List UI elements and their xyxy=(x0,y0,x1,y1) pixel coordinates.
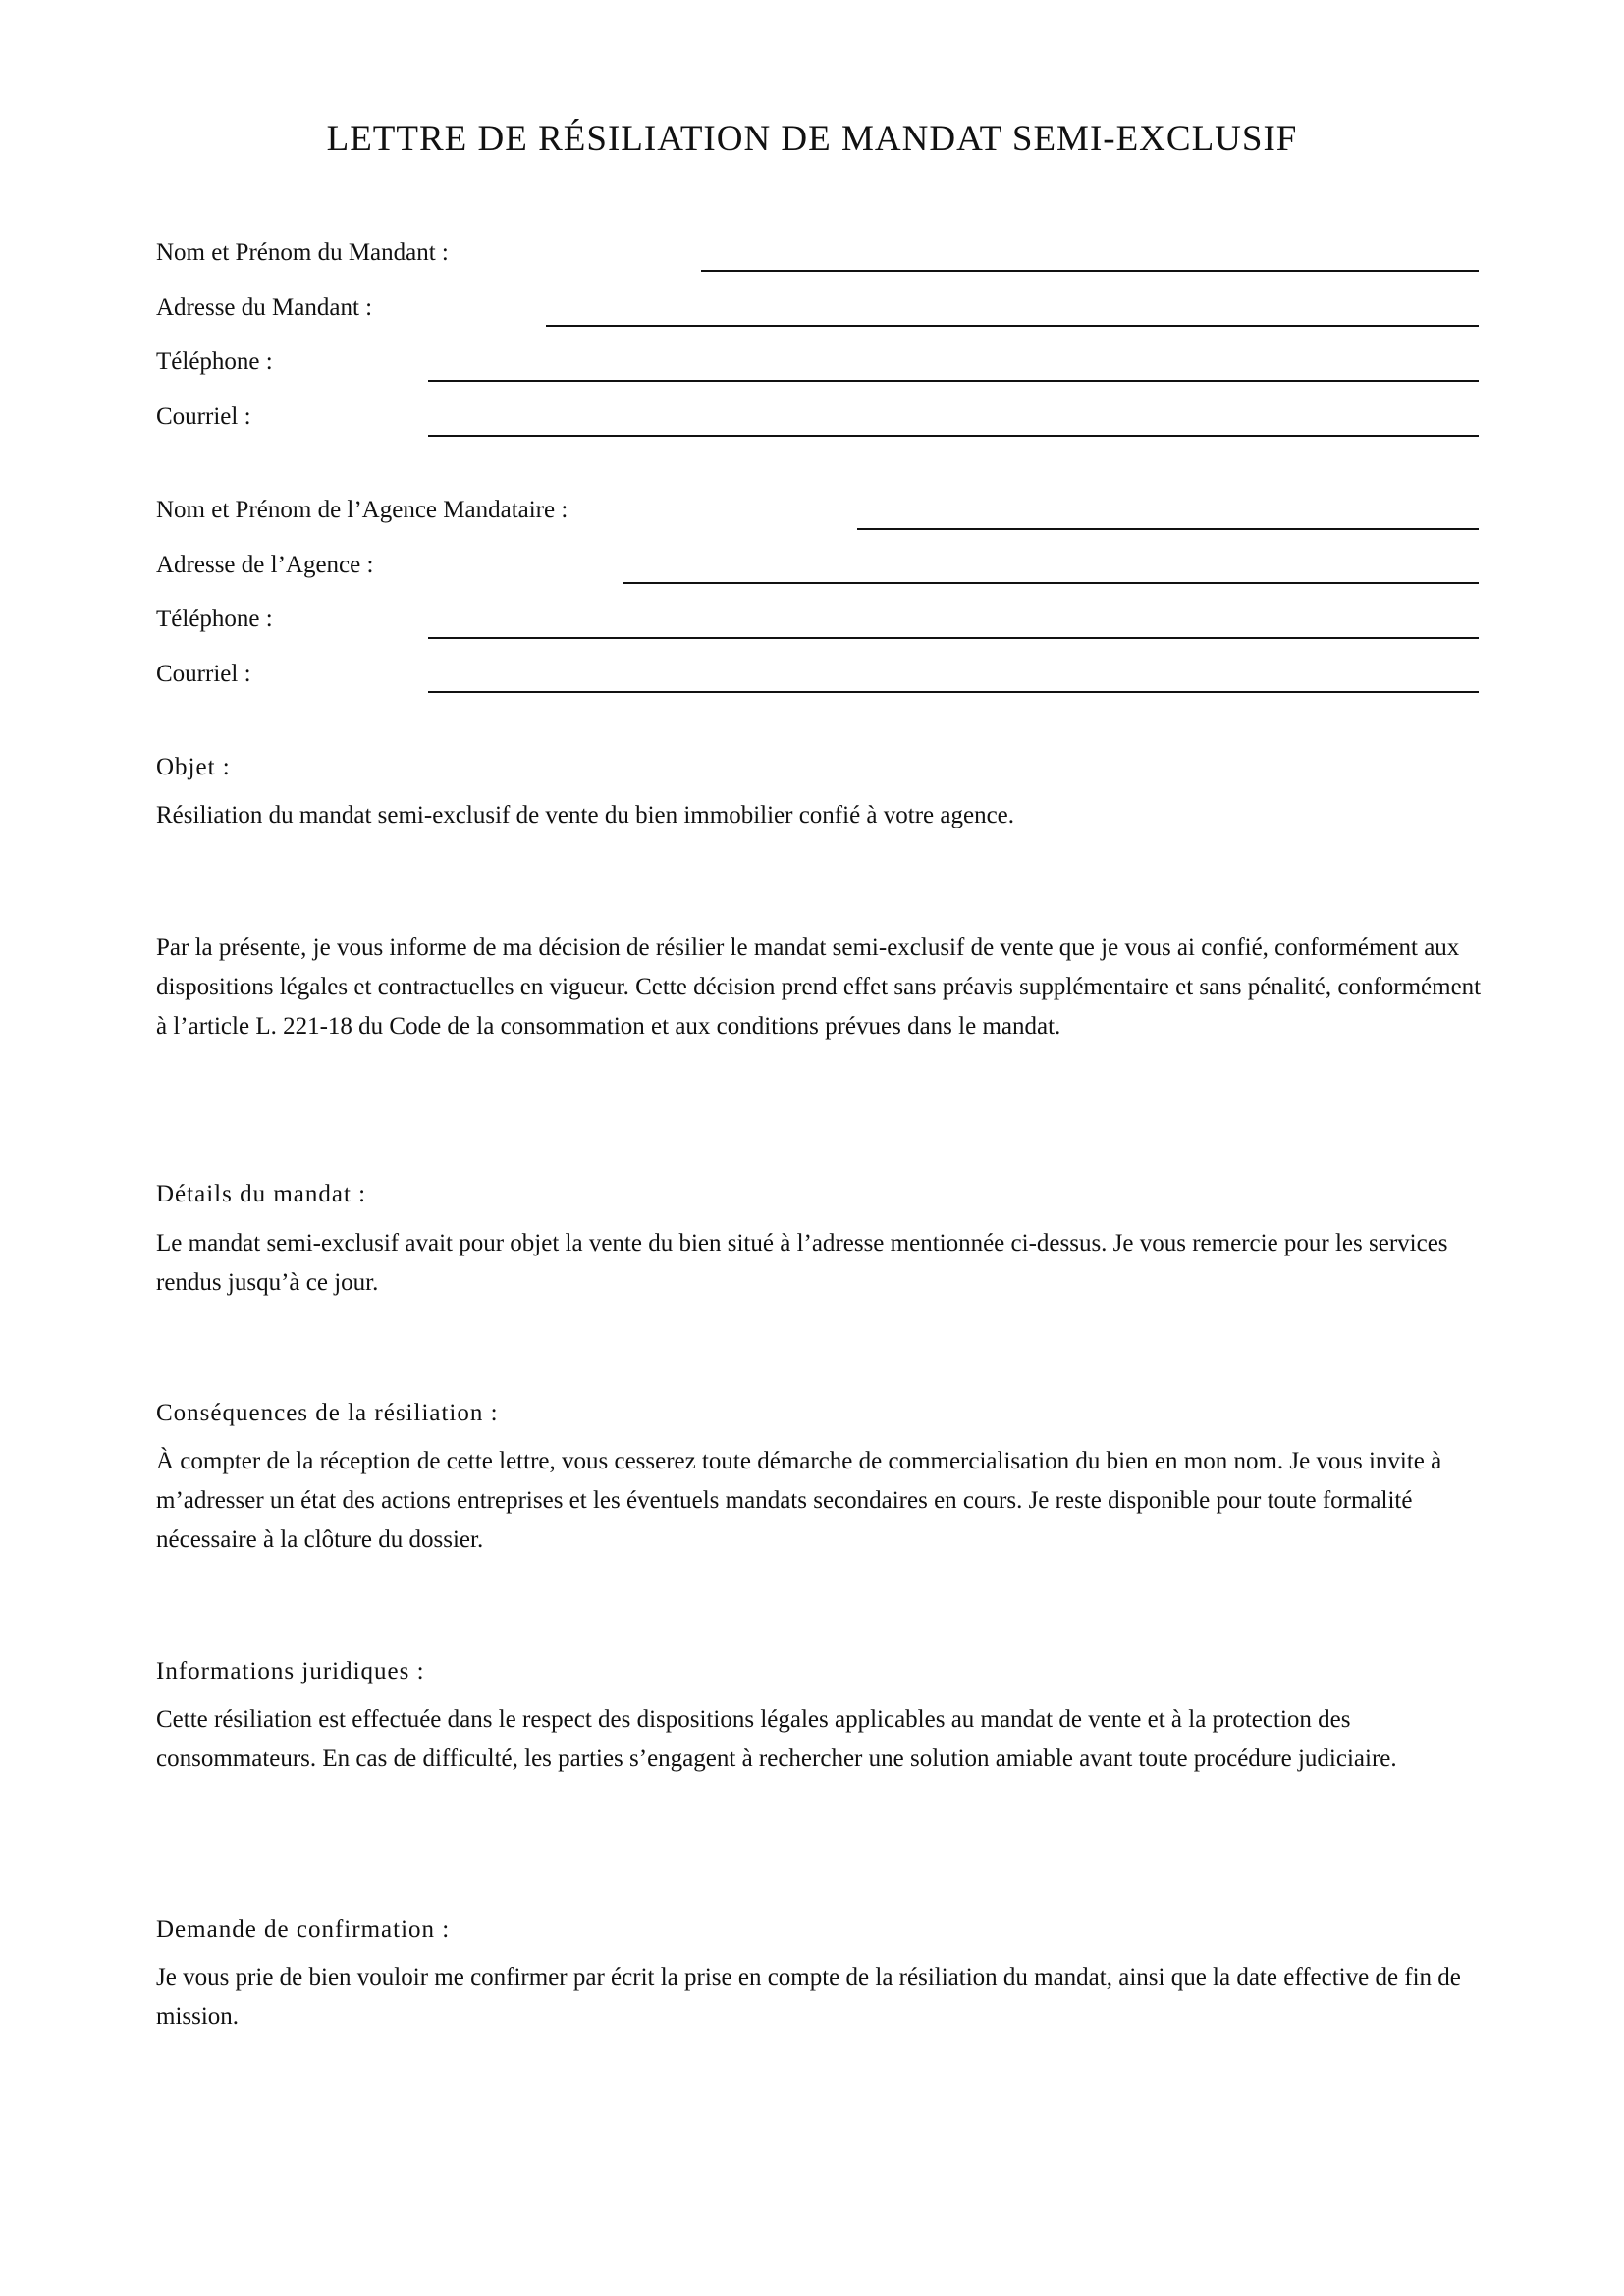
agence-email-field[interactable] xyxy=(428,691,1479,693)
agence-address-field[interactable] xyxy=(623,582,1479,584)
juridique-heading: Informations juridiques : xyxy=(156,1658,425,1684)
mandant-email-label: Courriel : xyxy=(156,403,251,430)
agence-phone-field[interactable] xyxy=(428,637,1479,639)
details-heading: Détails du mandat : xyxy=(156,1181,367,1207)
details-paragraph: Le mandat semi-exclusif avait pour objet la vente du bien situé à l’adresse mentionnée ci-dessus. Je vous remercie pour les services rendus jusqu’à ce jour. xyxy=(156,1230,1448,1296)
mandant-phone-label: Téléphone : xyxy=(156,348,273,375)
agence-name-field[interactable] xyxy=(857,528,1479,530)
juridique-paragraph: Cette résiliation est effectuée dans le respect des dispositions légales applicables au mandat de vente et à la protection des consommateurs. En cas de difficulté, les parties s’engagent à rechercher une solution amiable avant toute procédure judiciaire. xyxy=(156,1706,1397,1772)
document-title: LETTRE DE RÉSILIATION DE MANDAT SEMI-EXCLUSIF xyxy=(326,119,1298,159)
mandant-phone-field[interactable] xyxy=(428,380,1479,382)
mandant-name-label: Nom et Prénom du Mandant : xyxy=(156,240,449,266)
agence-email-label: Courriel : xyxy=(156,661,251,687)
confirmation-paragraph: Je vous prie de bien vouloir me confirmer par écrit la prise en compte de la résiliation du mandat, ainsi que la date effective de fin de mission. xyxy=(156,1964,1461,2030)
mandant-name-field[interactable] xyxy=(701,270,1479,272)
confirmation-heading: Demande de confirmation : xyxy=(156,1916,451,1943)
agence-phone-label: Téléphone : xyxy=(156,606,273,632)
objet-heading: Objet : xyxy=(156,754,231,780)
consequences-paragraph: À compter de la réception de cette lettre, vous cesserez toute démarche de commercialisation du bien en mon nom. Je vous invite à m’adresser un état des actions entreprises et les éventuels mandats secondaires en cours. Je reste disponible pour toute formalité nécessaire à la clôture du dossier. xyxy=(156,1448,1442,1553)
mandant-address-label: Adresse du Mandant : xyxy=(156,294,373,321)
mandant-address-field[interactable] xyxy=(546,325,1479,327)
objet-text: Résiliation du mandat semi-exclusif de vente du bien immobilier confié à votre agence. xyxy=(156,802,1015,828)
mandant-email-field[interactable] xyxy=(428,435,1479,437)
intro-paragraph: Par la présente, je vous informe de ma décision de résilier le mandat semi-exclusif de vente que je vous ai confié, conformément aux dispositions légales et contractuelles en vigueur. Cette décision prend effet sans préavis supplémentaire et sans pénalité, conformément à l’article L. 221-18 du Code de la consommation et aux conditions prévues dans le mandat. xyxy=(156,934,1482,1040)
agence-address-label: Adresse de l’Agence : xyxy=(156,552,374,578)
agence-name-label: Nom et Prénom de l’Agence Mandataire : xyxy=(156,497,568,523)
consequences-heading: Conséquences de la résiliation : xyxy=(156,1400,499,1426)
